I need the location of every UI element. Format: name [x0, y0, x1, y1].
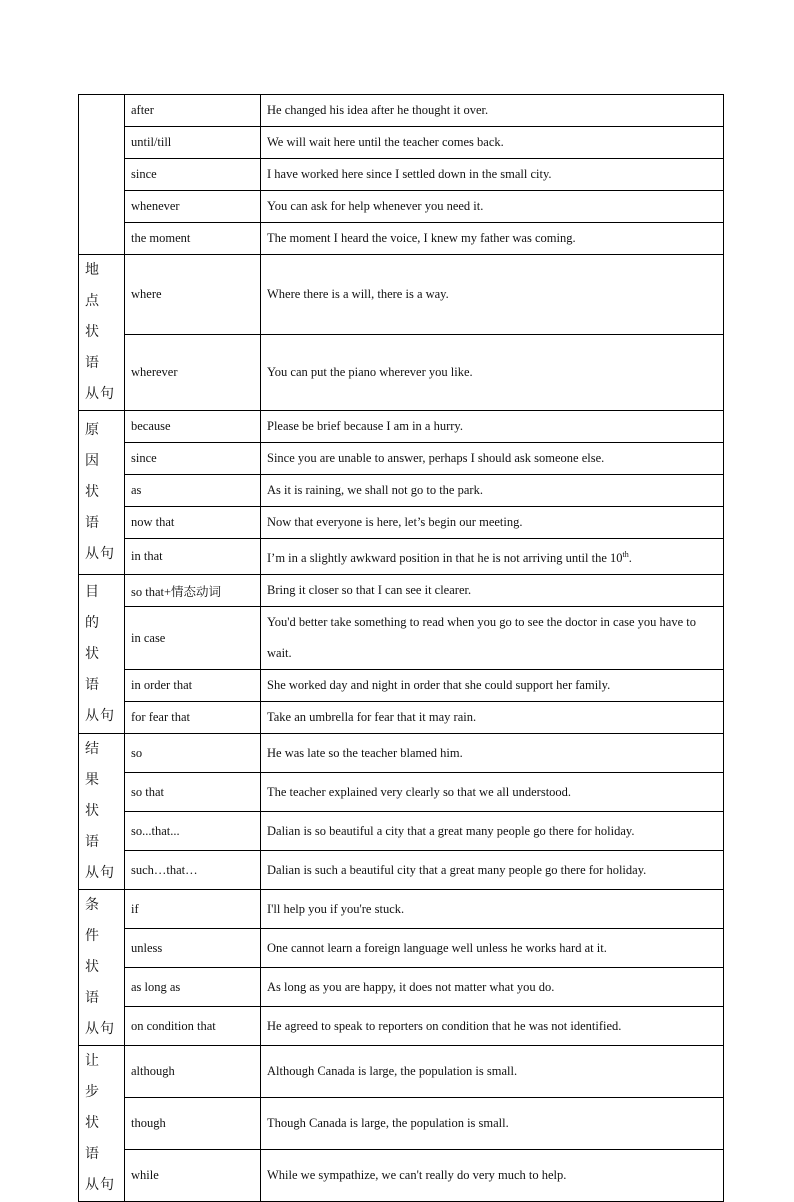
category-cell: [79, 411, 125, 575]
category-label-line: 从句: [85, 386, 115, 402]
table-row: [79, 734, 724, 773]
conjunction-cell: since: [125, 443, 261, 475]
example-cell: As it is raining, we shall not go to the park.: [261, 475, 724, 507]
conjunction-cell: where: [125, 255, 261, 335]
conjunction-cell: while: [125, 1150, 261, 1202]
example-cell: He agreed to speak to reporters on condition that he was not identified.: [261, 1007, 724, 1046]
category-label-line: 条 件: [85, 897, 100, 945]
example-cell: Dalian is so beautiful a city that a great many people go there for holiday.: [261, 812, 724, 851]
category-cell: [79, 575, 125, 734]
conjunction-cell: since: [125, 159, 261, 191]
table-row: [79, 159, 724, 191]
conjunction-cell: so that: [125, 773, 261, 812]
example-cell: [261, 539, 724, 575]
example-cell: You can ask for help whenever you need it.: [261, 191, 724, 223]
conjunction-cell: wherever: [125, 334, 261, 410]
example-cell: Although Canada is large, the population is small.: [261, 1046, 724, 1098]
conjunction-cell: after: [125, 95, 261, 127]
example-cell: Take an umbrella for fear that it may rain.: [261, 702, 724, 734]
example-suffix: .: [628, 551, 632, 566]
table-row: [79, 95, 724, 127]
table-row: [79, 127, 724, 159]
table-row: [79, 1007, 724, 1046]
conjunction-cell: unless: [125, 929, 261, 968]
table-row: [79, 255, 724, 335]
conjunction-cell: so...that...: [125, 812, 261, 851]
category-label-line: 原 因: [85, 422, 100, 470]
example-cell: Where there is a will, there is a way.: [261, 255, 724, 335]
table-row: [79, 670, 724, 702]
example-cell: Bring it closer so that I can see it clearer.: [261, 575, 724, 607]
example-cell: She worked day and night in order that she could support her family.: [261, 670, 724, 702]
category-label-line: 从句: [85, 1021, 115, 1038]
conjunction-cell: so: [125, 734, 261, 773]
example-cell: I'll help you if you're stuck.: [261, 890, 724, 929]
conjunction-cell: although: [125, 1046, 261, 1098]
conjunction-cell: on condition that: [125, 1007, 261, 1046]
table-row: [79, 1098, 724, 1150]
category-label-line: 从句: [85, 546, 115, 563]
example-cell: You'd better take something to read when you go to see the doctor in case you have to wait.: [261, 607, 724, 670]
table-row: [79, 702, 724, 734]
table-row: [79, 575, 724, 607]
example-cell: I have worked here since I settled down in the small city.: [261, 159, 724, 191]
table-row: [79, 851, 724, 890]
conjunction-cell: the moment: [125, 223, 261, 255]
category-label-line: 目 的: [85, 583, 100, 631]
category-label-line: 从句: [85, 1177, 115, 1194]
example-cell: The moment I heard the voice, I knew my father was coming.: [261, 223, 724, 255]
category-cell: [79, 1046, 125, 1202]
category-label-line: 状 语: [85, 645, 100, 693]
example-cell: One cannot learn a foreign language well unless he works hard at it.: [261, 929, 724, 968]
conjunction-cell: as long as: [125, 968, 261, 1007]
example-cell: Please be brief because I am in a hurry.: [261, 411, 724, 443]
category-label-line: 从句: [85, 707, 115, 724]
conjunction-cell: whenever: [125, 191, 261, 223]
conjunction-cell: as: [125, 475, 261, 507]
adverbial-clause-table: [78, 94, 724, 1202]
table-row: [79, 539, 724, 575]
table-row: [79, 507, 724, 539]
table-row: [79, 191, 724, 223]
conjunction-cell: in order that: [125, 670, 261, 702]
table-row: [79, 1150, 724, 1202]
example-cell: He changed his idea after he thought it over.: [261, 95, 724, 127]
example-cell: Now that everyone is here, let’s begin our meeting.: [261, 507, 724, 539]
conjunction-cell: until/till: [125, 127, 261, 159]
example-cell: Since you are unable to answer, perhaps I should ask someone else.: [261, 443, 724, 475]
category-cell: [79, 255, 125, 411]
category-label-line: 状 语: [85, 324, 100, 371]
conjunction-cell: in case: [125, 607, 261, 670]
category-cell: [79, 95, 125, 255]
table-row: [79, 773, 724, 812]
category-label-line: 状 语: [85, 959, 100, 1007]
conjunction-cell: so that+情态动词: [125, 575, 261, 607]
conjunction-cell: because: [125, 411, 261, 443]
category-label-line: 状 语: [85, 1115, 100, 1163]
table-row: [79, 334, 724, 410]
example-cell: Dalian is such a beautiful city that a great many people go there for holiday.: [261, 851, 724, 890]
category-label-line: 状 语: [85, 803, 100, 851]
table-row: [79, 929, 724, 968]
table-body: [79, 95, 724, 1202]
category-label-line: 地 点: [85, 262, 100, 309]
table-row: [79, 607, 724, 670]
superscript-ordinal: th: [622, 550, 629, 559]
table-row: [79, 223, 724, 255]
conjunction-cell: in that: [125, 539, 261, 575]
document-page: [78, 94, 723, 1202]
conjunction-cell: such…that…: [125, 851, 261, 890]
conjunction-cell: though: [125, 1098, 261, 1150]
example-cell: You can put the piano wherever you like.: [261, 334, 724, 410]
category-label-line: 状 语: [85, 484, 100, 532]
category-label-line: 从句: [85, 865, 115, 882]
table-row: [79, 890, 724, 929]
table-row: [79, 411, 724, 443]
example-cell: As long as you are happy, it does not matter what you do.: [261, 968, 724, 1007]
example-text: I’m in a slightly awkward position in that he is not arriving until the 10: [267, 551, 623, 566]
table-row: [79, 1046, 724, 1098]
category-cell: [79, 890, 125, 1046]
category-label-line: 结 果: [85, 741, 100, 789]
table-row: [79, 475, 724, 507]
category-label-line: 让 步: [85, 1053, 100, 1101]
conjunction-cell: for fear that: [125, 702, 261, 734]
table-row: [79, 812, 724, 851]
example-cell: Though Canada is large, the population is small.: [261, 1098, 724, 1150]
table-row: [79, 968, 724, 1007]
table-row: [79, 443, 724, 475]
example-cell: While we sympathize, we can't really do very much to help.: [261, 1150, 724, 1202]
example-cell: We will wait here until the teacher comes back.: [261, 127, 724, 159]
example-cell: He was late so the teacher blamed him.: [261, 734, 724, 773]
example-cell: The teacher explained very clearly so that we all understood.: [261, 773, 724, 812]
conjunction-cell: now that: [125, 507, 261, 539]
conjunction-cell: if: [125, 890, 261, 929]
category-cell: [79, 734, 125, 890]
